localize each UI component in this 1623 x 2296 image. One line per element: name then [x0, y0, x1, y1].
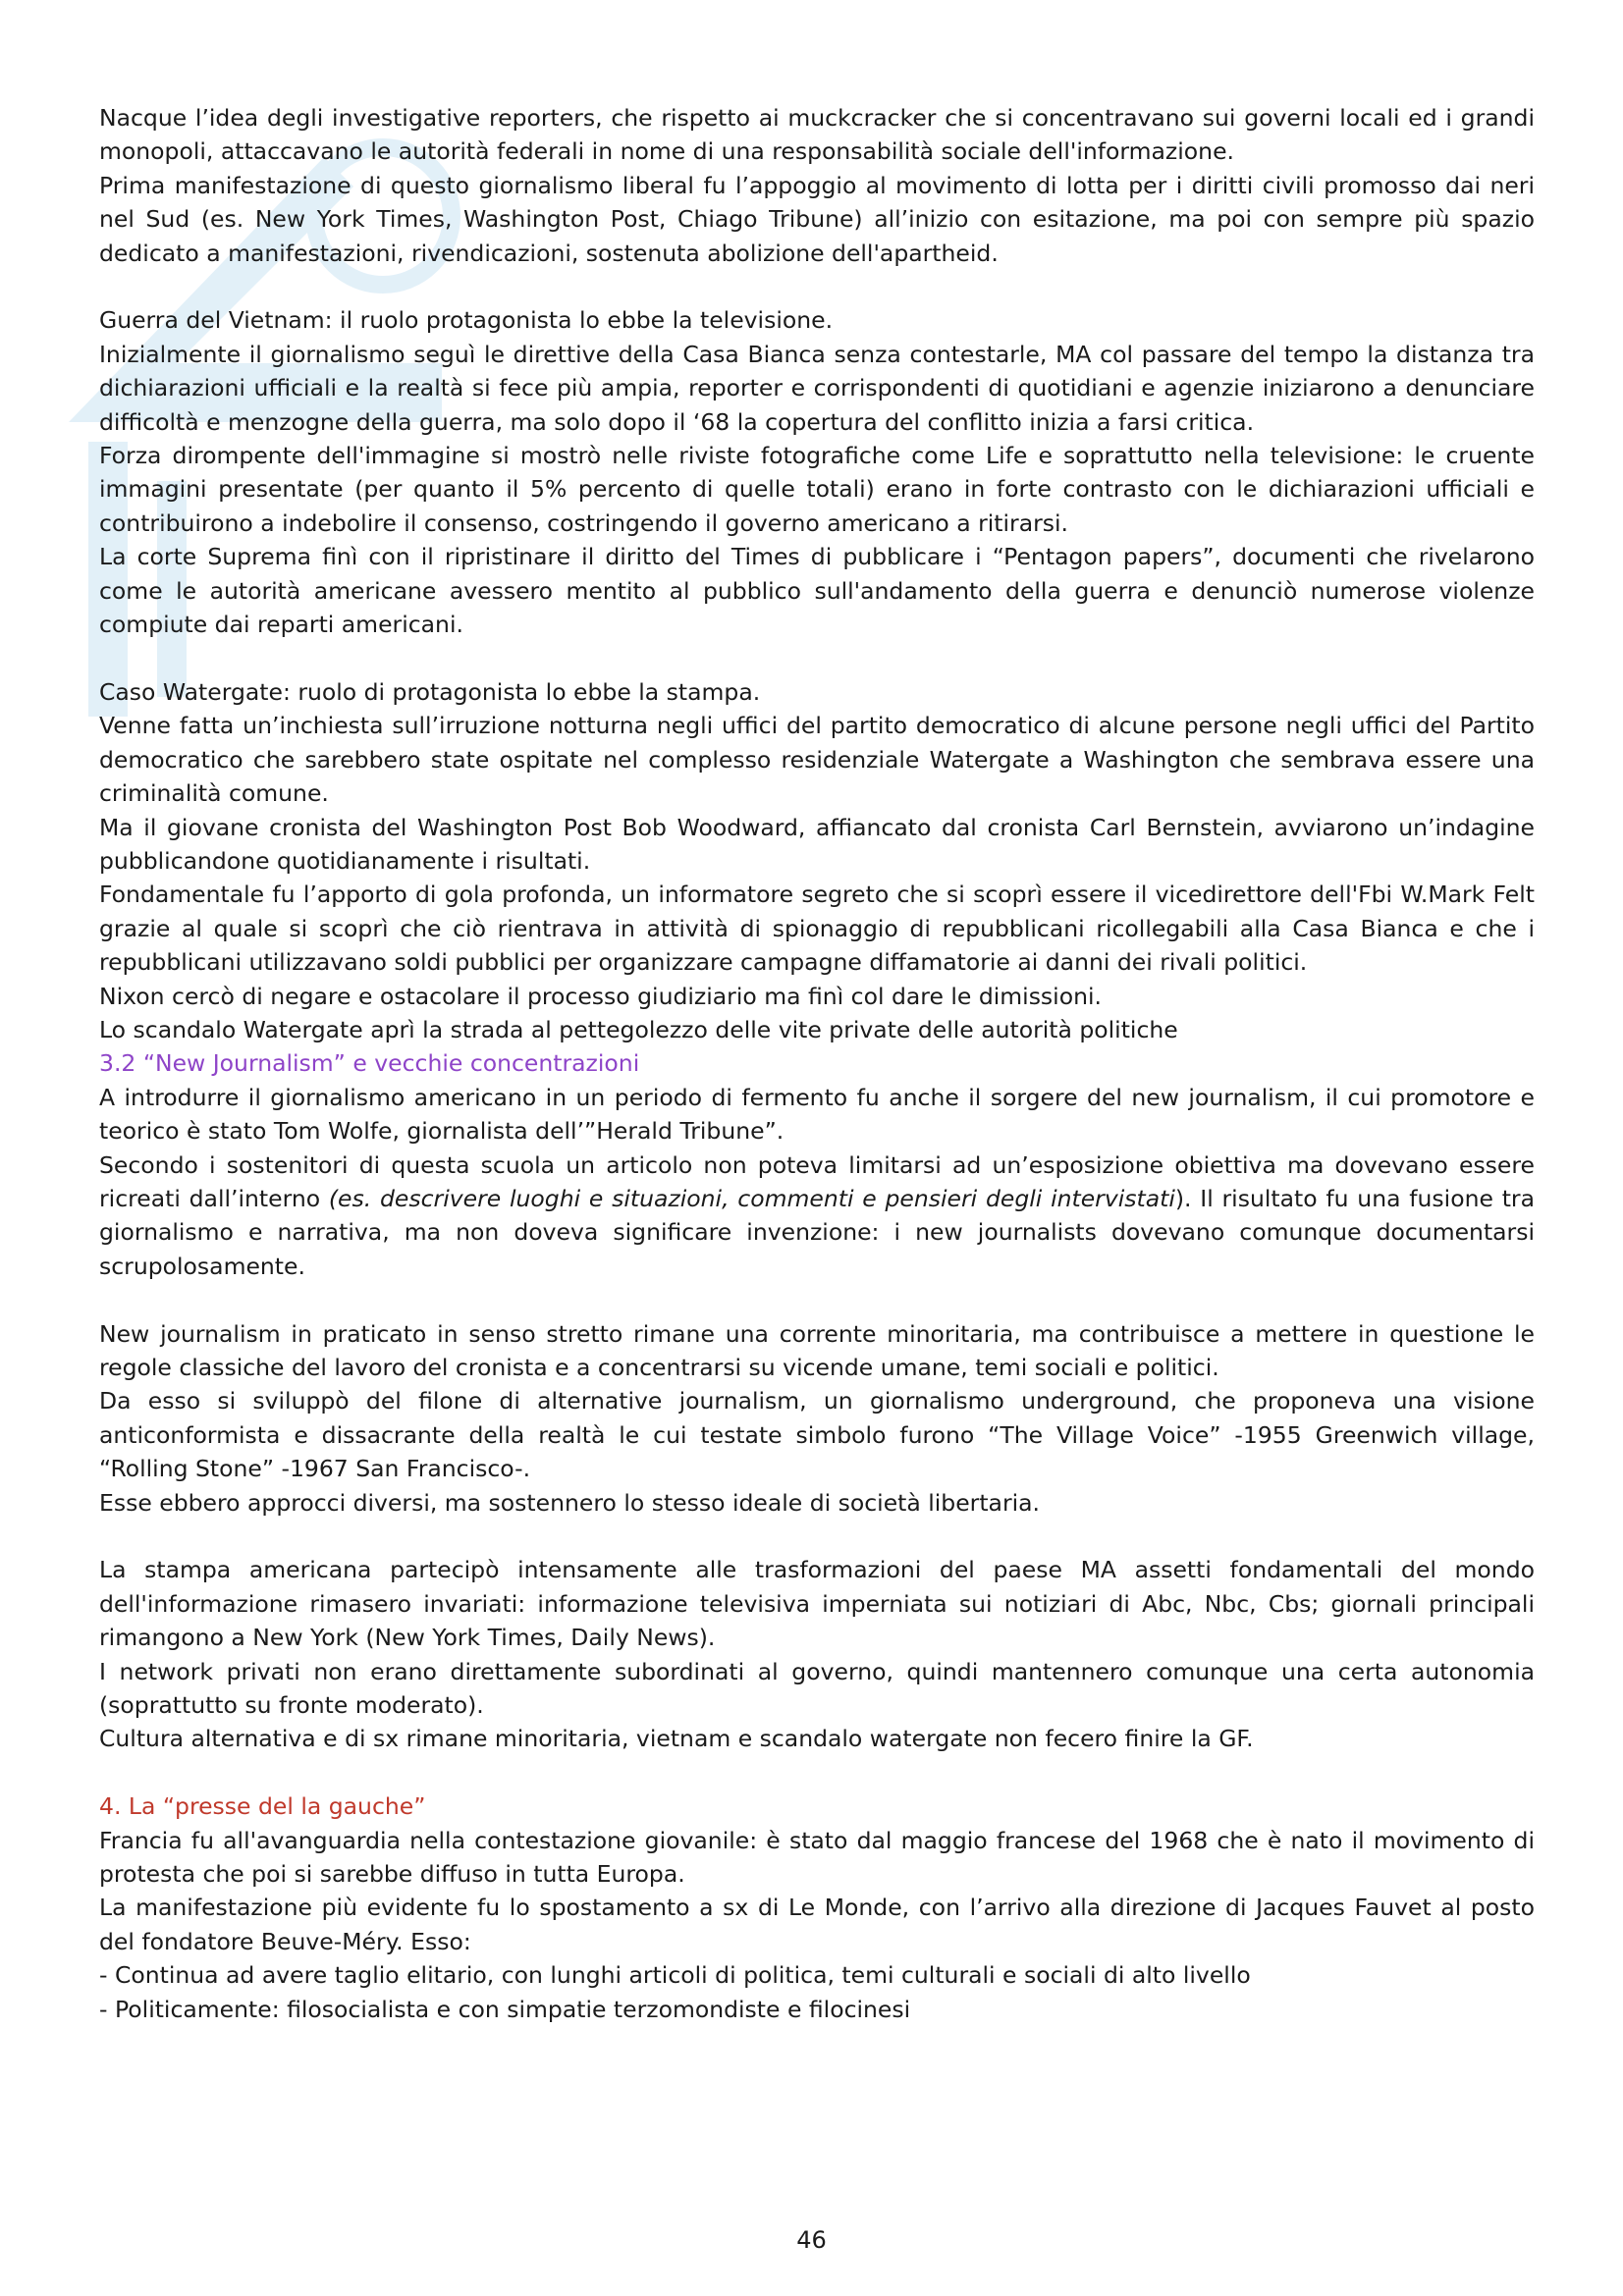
paragraph-american-press: La stampa americana partecipò intensamente alle trasformazioni del paese MA assetti fondamentali del mondo dell'informazione rimasero invariati: informazione televisiva imperniata sui notiziari di Abc, Nbc, Cbs; giornali principali rimangono a New York (New York Times, Daily News).: [99, 1556, 1535, 1652]
school-rest-text: ). Il risultato fu una fusione tra giornalismo e narrativa, ma non doveva significare invenzione: i new journalists dovevano comunque documentarsi scrupolosamente.: [99, 1184, 1535, 1280]
paragraph-watergate-title: Caso Watergate: ruolo di protagonista lo ebbe la stampa.: [99, 677, 761, 706]
blank-line: [99, 1520, 1535, 1553]
school-intro-text: Secondo i sostenitori di questa scuola un articolo non poteva limitarsi ad un’esposizione obiettiva ma dovevano essere ricreati dall’interno: [99, 1150, 1535, 1212]
heading-presse-gauche: [99, 1789, 1535, 1823]
heading-gauche-quoted: “presse del la gauche”: [162, 1792, 426, 1821]
paragraph-woodward: Ma il giovane cronista del Washington Post Bob Woodward, affiancato dal cronista Carl Bernstein, avviarono un’indagine pubblicandone quotidianamente i risultati.: [99, 813, 1535, 875]
school-example-text: (es. descrivere luoghi e situazioni, commenti e pensieri degli intervistati: [328, 1184, 1175, 1212]
paragraph-new-journalism-school: [99, 1148, 1535, 1284]
page-number: 46: [796, 2226, 827, 2254]
blank-line: [99, 270, 1535, 303]
blank-line: [99, 1283, 1535, 1316]
paragraph-new-journalism-minority: New journalism in praticato in senso stretto rimane una corrente minoritaria, ma contribuisce a mettere in questione le regole classiche del lavoro del cronista e a concentrarsi su vicende umane, temi sociali e politici.: [99, 1319, 1535, 1381]
paragraph-alternative-journalism: Da esso si sviluppò del filone di alternative journalism, un giornalismo underground, che proponeva una visione anticonformista e dissacrante della realtà le cui testate simbolo furono “The Village Voice” -1955 Greenwich village, “Rolling Stone” -1967 San Francisco-.: [99, 1387, 1535, 1483]
blank-line: [99, 1756, 1535, 1789]
paragraph-private-networks: I network privati non erano direttamente subordinati al governo, quindi mantennero comunque una certa autonomia (soprattutto su fronte moderato).: [99, 1657, 1535, 1720]
paragraph-vietnam-images: Forza dirompente dell'immagine si mostrò nelle riviste fotografiche come Life e soprattutto nella televisione: le cruente immagini presentate (per quanto il 5% percento di quelle totali) erano in forte contrasto con le dichiarazioni ufficiali e contribuirono a indebolire il consenso, costringendo il governo americano a ritirarsi.: [99, 442, 1535, 537]
list-item-elitist: - Continua ad avere taglio elitario, con lunghi articoli di politica, temi culturali e sociali di alto livello: [99, 1961, 1251, 1990]
paragraph-watergate-inquiry: Venne fatta un’inchiesta sull’irruzione notturna negli uffici del partito democratico di alcune persone negli uffici del Partito democratico che sarebbero state ospitate nel complesso residenziale Watergate a Washington che sembrava essere una criminalità comune.: [99, 712, 1535, 808]
paragraph-watergate-gossip: Lo scandalo Watergate aprì la strada al pettegolezzo delle vite private delle autorità politiche: [99, 1015, 1178, 1043]
paragraph-france-1968: Francia fu all'avanguardia nella contestazione giovanile: è stato dal maggio francese del 1968 che è nato il movimento di protesta che poi si sarebbe diffuso in tutta Europa.: [99, 1826, 1535, 1889]
document-body: [99, 101, 1535, 2026]
paragraph-pentagon-papers: La corte Suprema finì con il ripristinare il diritto del Times di pubblicare i “Pentagon papers”, documenti che rivelarono come le autorità americane avessero mentito al pubblico sull'andamento della guerra e denunciò numerose violenze compiute dai reparti americani.: [99, 543, 1535, 639]
paragraph-investigative-reporters: Nacque l’idea degli investigative reporters, che rispetto ai muckcracker che si concentravano sui governi locali ed i grandi monopoli, attaccavano le autorità federali in nome di una responsabilità sociale dell'informazione.: [99, 104, 1535, 166]
heading-gauche-number: 4. La: [99, 1792, 163, 1821]
paragraph-deep-throat: Fondamentale fu l’apporto di gola profonda, un informatore segreto che si scoprì essere il vicedirettore dell'Fbi W.Mark Felt grazie al quale si scoprì che ciò rientrava in attività di spionaggio di repubblicani ricollegabili alla Casa Bianca e che i repubblicani utilizzavano soldi pubblici per organizzare campagne diffamatorie ai danni dei rivali politici.: [99, 881, 1535, 977]
paragraph-libertarian: Esse ebbero approcci diversi, ma sostennero lo stesso ideale di società libertaria.: [99, 1488, 1041, 1517]
paragraph-alternative-culture: Cultura alternativa e di sx rimane minoritaria, vietnam e scandalo watergate non fecero finire la GF.: [99, 1725, 1254, 1753]
paragraph-le-monde: La manifestazione più evidente fu lo spostamento a sx di Le Monde, con l’arrivo alla direzione di Jacques Fauvet al posto del fondatore Beuve-Méry. Esso:: [99, 1894, 1535, 1955]
paragraph-nixon: Nixon cercò di negare e ostacolare il processo giudiziario ma finì col dare le dimissioni.: [99, 982, 1102, 1010]
heading-new-journalism: 3.2 “New Journalism” e vecchie concentrazioni: [99, 1049, 640, 1078]
paragraph-new-journalism-intro: A introdurre il giornalismo americano in un periodo di fermento fu anche il sorgere del new journalism, il cui promotore e teorico è stato Tom Wolfe, giornalista dell’”Herald Tribune”.: [99, 1083, 1535, 1146]
paragraph-vietnam-directives: Inizialmente il giornalismo seguì le direttive della Casa Bianca senza contestarle, MA col passare del tempo la distanza tra dichiarazioni ufficiali e la realtà si fece più ampia, reporter e corrispondenti di quotidiani e agenzie iniziarono a denunciare difficoltà e menzogne della guerra, ma solo dopo il ‘68 la copertura del conflitto inizia a farsi critica.: [99, 340, 1535, 436]
blank-line: [99, 641, 1535, 674]
list-item-politics: - Politicamente: filosocialista e con simpatie terzomondiste e filocinesi: [99, 1995, 911, 2023]
paragraph-vietnam-title: Guerra del Vietnam: il ruolo protagonista lo ebbe la televisione.: [99, 306, 834, 335]
paragraph-civil-rights: Prima manifestazione di questo giornalismo liberal fu l’appoggio al movimento di lotta per i diritti civili promosso dai neri nel Sud (es. New York Times, Washington Post, Chiago Tribune) all’inizio con esitazione, ma poi con sempre più spazio dedicato a manifestazioni, rivendicazioni, sostenuta abolizione dell'apartheid.: [99, 171, 1535, 267]
